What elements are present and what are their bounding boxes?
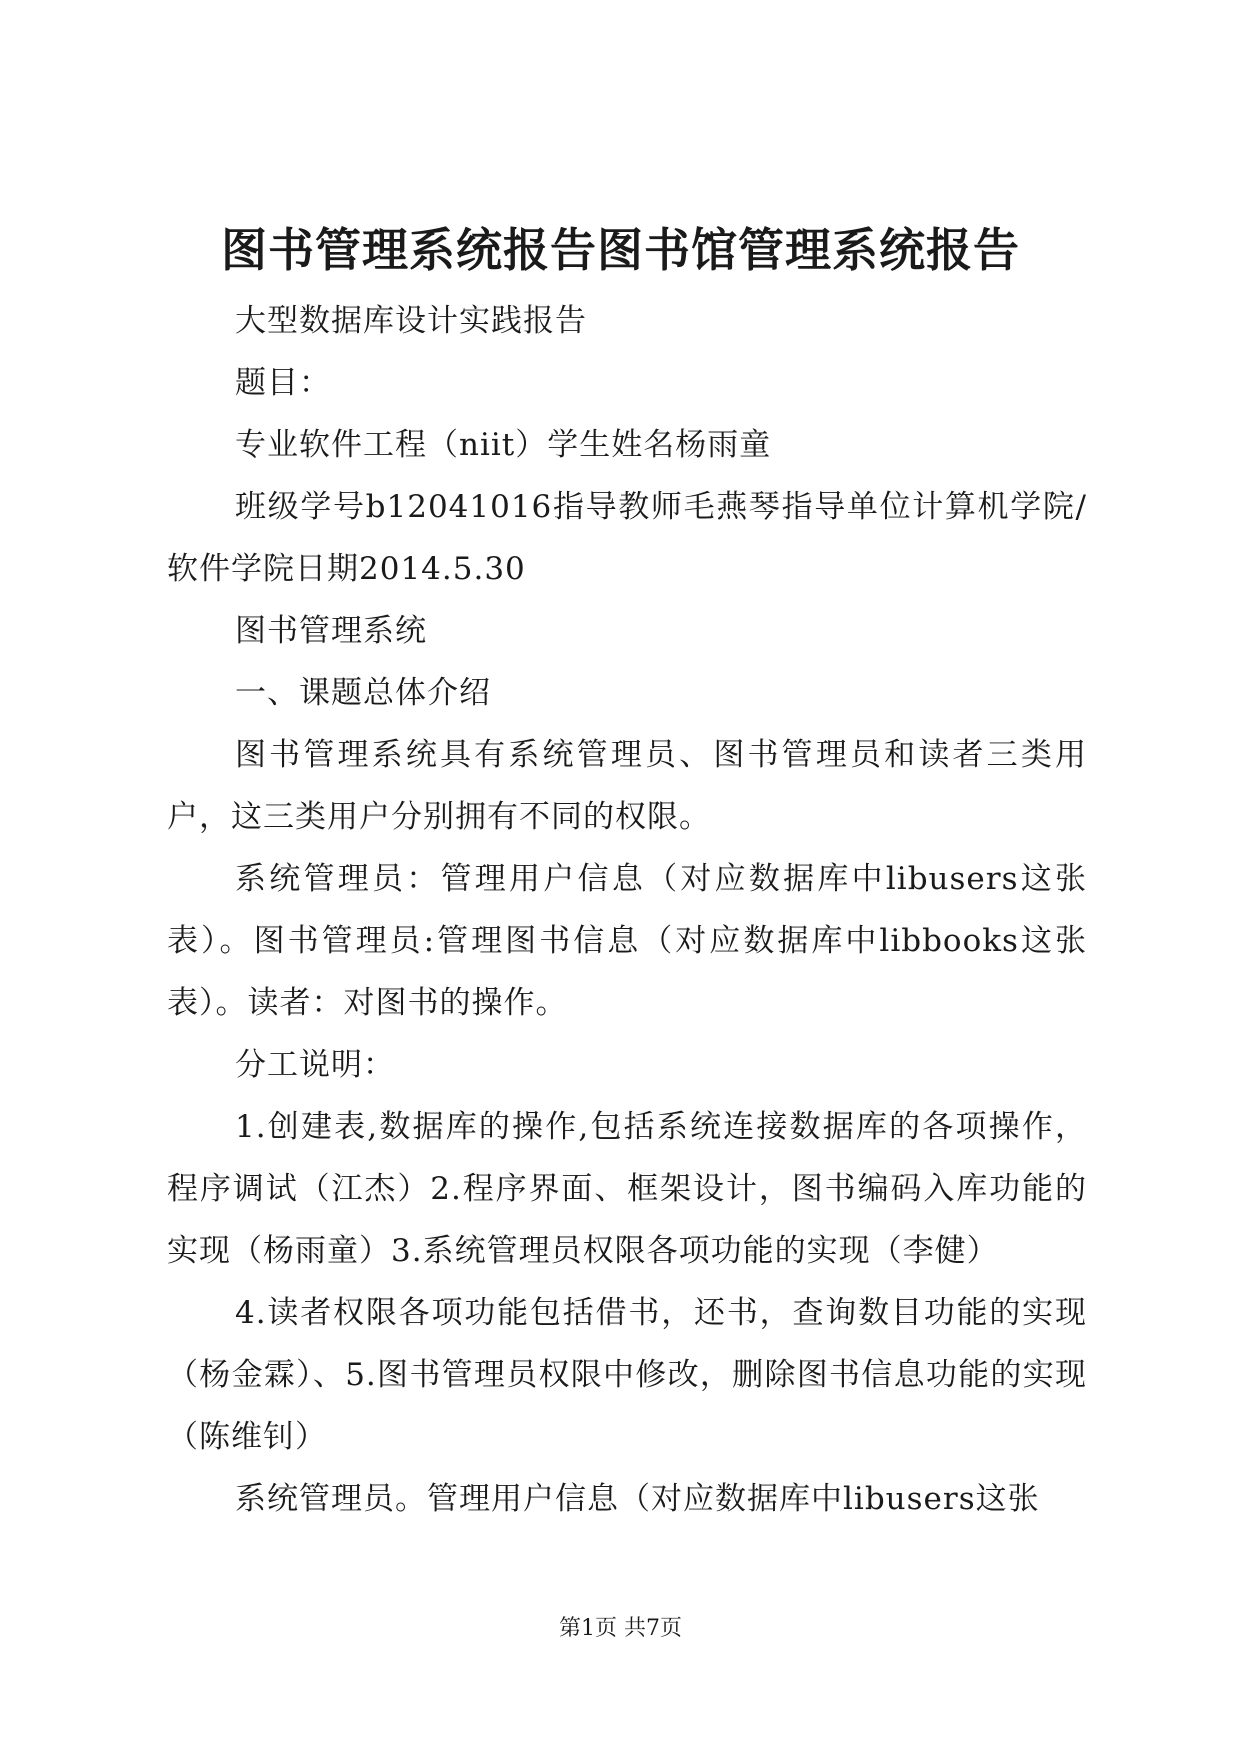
paragraph: 1.创建表,数据库的操作,包括系统连接数据库的各项操作，程序调试（江杰）2.程序界面、框架设计，图书编码入库功能的实现（杨雨童）3.系统管理员权限各项功能的实现（李健） xyxy=(167,1109,1087,1269)
document-title: 图书管理系统报告图书馆管理系统报告 xyxy=(221,223,1020,277)
paragraph: 一、课题总体介绍 xyxy=(235,675,491,711)
paragraph: 系统管理员。管理用户信息（对应数据库中libusers这张 xyxy=(235,1481,1040,1517)
paragraph: 图书管理系统 xyxy=(235,613,427,649)
paragraph: 4.读者权限各项功能包括借书，还书，查询数目功能的实现（杨金霖）、5.图书管理员权限中修改，删除图书信息功能的实现（陈维钊） xyxy=(167,1295,1087,1455)
document-body xyxy=(167,290,1087,1530)
page-footer: 第1页 共7页 xyxy=(559,1616,682,1641)
paragraph: 题目： xyxy=(235,365,331,401)
paragraph: 班级学号b12041016指导教师毛燕琴指导单位计算机学院/软件学院日期2014.5.30 xyxy=(167,489,1087,587)
paragraph: 系统管理员：管理用户信息（对应数据库中libusers这张表）。图书管理员:管理图书信息（对应数据库中libbooks这张表）。读者：对图书的操作。 xyxy=(167,861,1087,1021)
paragraph: 图书管理系统具有系统管理员、图书管理员和读者三类用户，这三类用户分别拥有不同的权限。 xyxy=(167,737,1087,835)
paragraph: 分工说明： xyxy=(235,1047,395,1083)
paragraph: 大型数据库设计实践报告 xyxy=(235,303,587,339)
paragraph: 专业软件工程（niit）学生姓名杨雨童 xyxy=(235,427,772,463)
